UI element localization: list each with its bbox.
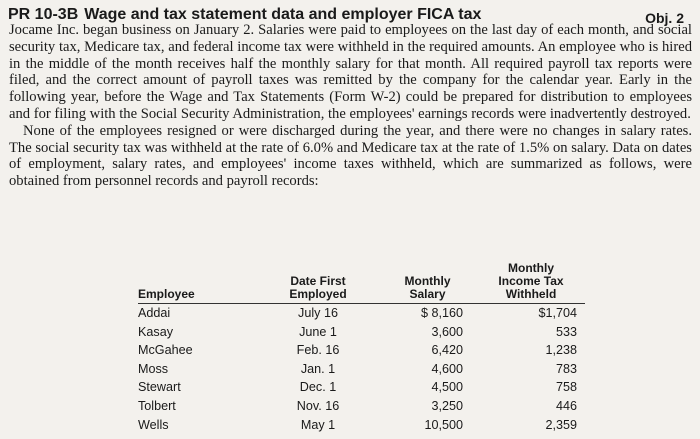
employee-records-table	[138, 262, 585, 434]
monthly-salary: 4,500	[431, 380, 463, 395]
monthly-income-tax: 533	[555, 324, 577, 339]
monthly-salary: 3,600	[431, 324, 463, 339]
monthly-income-tax: 2,359	[545, 417, 577, 432]
objective-label: Obj. 2	[645, 10, 684, 26]
employee-name: Stewart	[138, 380, 181, 395]
employee-name: Tolbert	[138, 398, 176, 413]
monthly-salary: 3,250	[431, 398, 463, 413]
table-row	[138, 304, 585, 323]
date-first-employed: July 16	[298, 306, 338, 320]
table-row	[138, 360, 585, 379]
employee-name: Kasay	[138, 324, 174, 339]
header-monthly-income-tax-withheld: Monthly Income Tax Withheld	[477, 262, 585, 304]
table-row	[138, 323, 585, 342]
monthly-income-tax: 1,238	[545, 343, 577, 358]
problem-code: PR 10-3B	[8, 6, 79, 23]
employee-name: Wells	[138, 417, 169, 432]
table-row	[138, 378, 585, 397]
date-first-employed: June 1	[299, 324, 337, 339]
monthly-salary: 4,600	[431, 361, 463, 376]
paragraph-2: None of the employees resigned or were discharged during the year, and there were no changes in salary rates. The social security tax was withheld at the rate of 6.0% and Medicare tax at the rate of 1.5% on salary. Data on dates of employment, salary rates, and employees' income taxes withheld, which are summarized as follows, were obtained from personnel records and payroll records:	[9, 122, 692, 190]
date-first-employed: May 1	[300, 417, 336, 432]
monthly-income-tax: 758	[555, 380, 577, 395]
header-employee: Employee	[138, 262, 258, 304]
employee-name: Addai	[138, 306, 171, 320]
table-row	[138, 397, 585, 416]
paragraph-1: Jocame Inc. began business on January 2. Salaries were paid to employees on the last day of each month, and social security tax, Medicare tax, and federal income tax were withheld in the required amounts. An employee who is hired in the middle of the month receives half the monthly salary for that month. All required payroll tax reports were filed, and the correct amount of payroll taxes was remitted by the company for the calendar year. Early in the following year, before the Wage and Tax Statements (Form W-2) could be prepared for distribution to employees and for filing with the Social Security Administration, the employees' earnings records were inadvertently destroyed.	[9, 22, 692, 122]
header-date-first-employed: Date First Employed	[258, 262, 378, 304]
monthly-salary: $ 8,160	[420, 306, 463, 320]
problem-title: Wage and tax statement data and employer FICA tax	[84, 6, 482, 23]
monthly-salary: 10,500	[424, 417, 463, 432]
table-row	[138, 416, 585, 435]
date-first-employed: Dec. 1	[299, 380, 337, 395]
monthly-salary: 6,420	[431, 343, 463, 358]
employee-name: Moss	[138, 361, 169, 376]
monthly-income-tax: 446	[555, 398, 577, 413]
monthly-income-tax: 783	[555, 361, 577, 376]
problem-body	[9, 22, 692, 190]
date-first-employed: Nov. 16	[296, 398, 340, 413]
employee-name: McGahee	[138, 343, 193, 358]
header-monthly-salary: Monthly Salary	[378, 262, 477, 304]
table-row	[138, 341, 585, 360]
date-first-employed: Jan. 1	[300, 361, 336, 376]
date-first-employed: Feb. 16	[296, 343, 340, 358]
monthly-income-tax: $1,704	[538, 306, 577, 320]
table-header-row	[138, 262, 585, 304]
